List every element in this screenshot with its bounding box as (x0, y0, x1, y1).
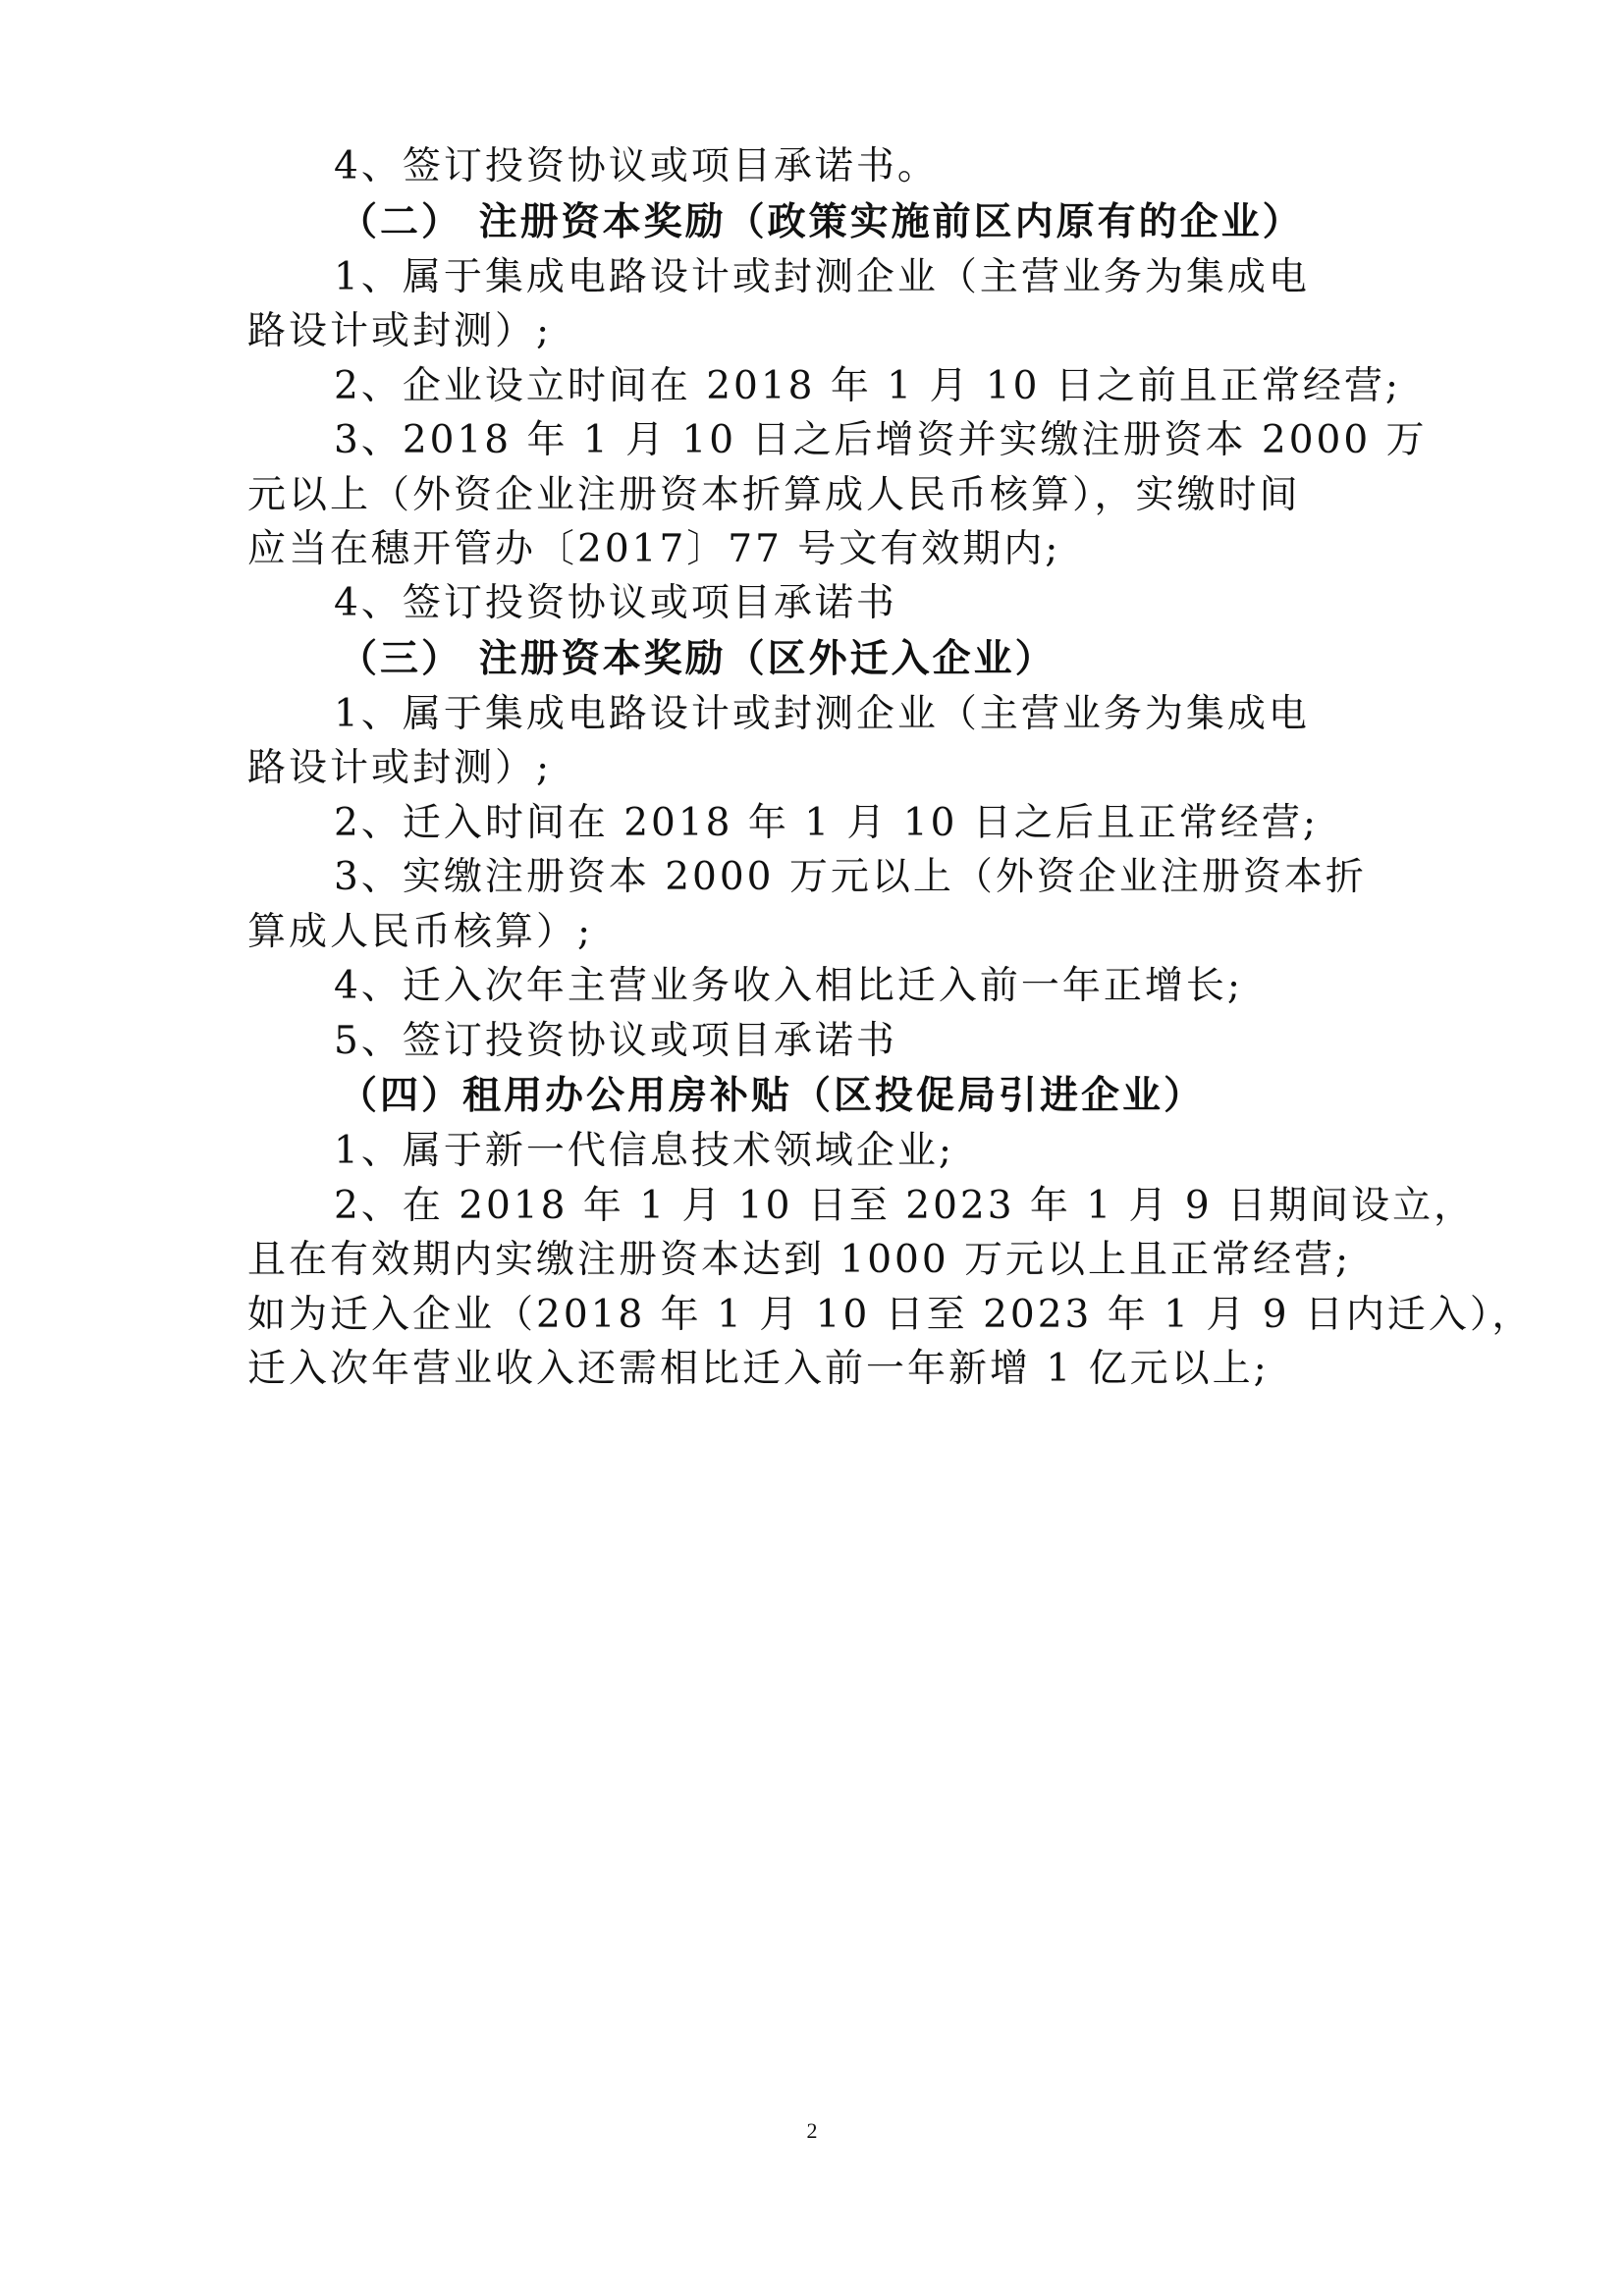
list-item-3: 3、实缴注册资本 2000 万元以上（外资企业注册资本折 (334, 855, 1367, 899)
page-number: 2 (806, 2118, 818, 2143)
list-item-3-continued: 算成人民币核算）; (247, 910, 594, 954)
list-item-2: 2、迁入时间在 2018 年 1 月 10 日之后且正常经营; (334, 801, 1320, 845)
list-item-1-continued: 路设计或封测）; (247, 746, 553, 790)
list-item-sign-agreement: 4、签订投资协议或项目承诺书。 (334, 144, 939, 188)
list-item-1-continued: 路设计或封测）; (247, 309, 553, 353)
list-item-4: 4、签订投资协议或项目承诺书 (334, 581, 897, 625)
list-item-5: 5、签订投资协议或项目承诺书 (334, 1019, 897, 1063)
list-item-1: 1、属于集成电路设计或封测企业（主营业务为集成电 (334, 692, 1310, 736)
list-item-2: 2、企业设立时间在 2018 年 1 月 10 日之前且正常经营; (334, 364, 1402, 408)
list-item-2: 2、在 2018 年 1 月 10 日至 2023 年 1 月 9 日期间设立， (334, 1184, 1476, 1228)
list-item-1: 1、属于集成电路设计或封测企业（主营业务为集成电 (334, 255, 1310, 299)
list-item-1: 1、属于新一代信息技术领域企业; (334, 1129, 954, 1173)
section-heading-2: （二） 注册资本奖励（政策实施前区内原有的企业） (339, 200, 1304, 244)
section-heading-3: （三） 注册资本奖励（区外迁入企业） (339, 637, 1056, 681)
section-heading-4: （四）租用办公用房补贴（区投促局引进企业） (339, 1074, 1206, 1118)
list-item-2-continued: 且在有效期内实缴注册资本达到 1000 万元以上且正常经营; (247, 1238, 1352, 1282)
list-item-3-continued-2: 应当在穗开管办〔2017〕77 号文有效期内; (247, 527, 1061, 571)
list-item-3-continued: 元以上（外资企业注册资本折算成人民币核算），实缴时间 (247, 473, 1301, 517)
list-item-2-continued-2: 如为迁入企业（2018 年 1 月 10 日至 2023 年 1 月 9 日内迁入）， (247, 1293, 1534, 1337)
list-item-2-continued-3: 迁入次年营业收入还需相比迁入前一年新增 1 亿元以上; (247, 1347, 1270, 1391)
list-item-4: 4、迁入次年主营业务收入相比迁入前一年正增长; (334, 964, 1243, 1008)
list-item-3: 3、2018 年 1 月 10 日之后增资并实缴注册资本 2000 万 (334, 418, 1428, 462)
